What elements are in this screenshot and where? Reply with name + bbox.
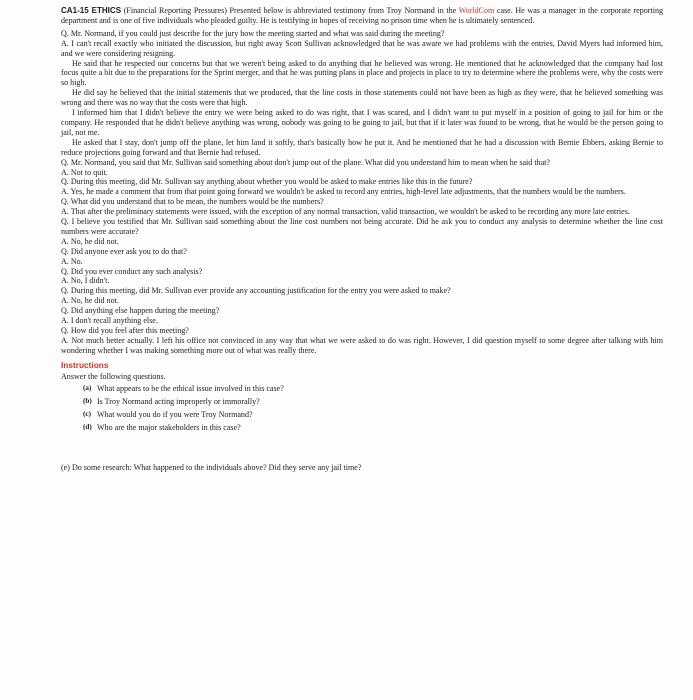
company-name: WorldCom	[458, 6, 495, 15]
testimony-q: Q. How did you feel after this meeting?	[61, 326, 189, 335]
testimony-a: A. That after the preliminary statements were issued, with the exception of any normal transaction, valid transaction, we wouldn't be asked to be recording any more late entries.	[61, 207, 630, 217]
testimony-q: Q. During this meeting, did Mr. Sullivan say anything about whether you would be asked to make entries like this in the future?	[61, 177, 473, 187]
question-text: What appears to be the ethical issue involved in this case?	[97, 383, 284, 393]
testimony-q: Q. What did you understand that to be mean, the numbers would be the numbers?	[61, 197, 324, 207]
case-subtitle: (Financial Reporting Pressures)	[123, 6, 227, 15]
testimony-a: A. No, he did not.	[61, 236, 119, 246]
testimony-a: A. I can't recall exactly who initiated the discussion, but right away Scott Sullivan acknowledged that he was aware we had problems with the entries, David Myers had informed him, and we were considering resigning.	[61, 38, 663, 58]
question-letter: (c)	[83, 409, 91, 418]
question-list	[83, 384, 663, 433]
testimony-q: Q. Mr. Normand, you said that Mr. Sullivan said something about don't jump out of the plane. What did you understand him to mean when he said that?	[61, 157, 550, 167]
testimony-q: Q. During this meeting, did Mr. Sullivan ever provide any accounting justification for the entry you were asked to make?	[61, 286, 451, 296]
instructions-heading: Instructions	[61, 359, 109, 370]
question-item	[83, 410, 663, 420]
testimony-paragraph: He said that he respected our concerns but that we weren't being asked to do anything that he believed was wrong. He mentioned that he acknowledged that the company had lost focus quite a bit due to the preparations for the Sprint merger, and that he was putting plans in place and projects in place to try to determine where the problems were, why the costs were so high.	[61, 58, 663, 88]
testimony-q: Q. Did anything else happen during the meeting?	[61, 306, 220, 316]
question-item	[83, 423, 663, 433]
testimony-paragraph: He asked that I stay, don't jump off the plane, let him land it softly, that's basically how he put it. And he mentioned that he had a discussion with Bernie Ebbers, asking Bernie to reduce projections going forward and that Bernie had refused.	[61, 137, 663, 157]
case-intro-text-b: case. He was a manager in the corporate reporting department and is one of five individuals who pleaded guilty. He is testifying in hopes of receiving no prison time when he is ultimately sentenced.	[61, 6, 663, 25]
instructions-lead: Answer the following questions.	[61, 371, 166, 381]
testimony	[61, 29, 663, 356]
question-item	[83, 397, 663, 407]
question-text: Who are the major stakeholders in this case?	[97, 422, 241, 432]
testimony-q: Q. Did you ever conduct any such analysis?	[61, 266, 203, 276]
testimony-a: A. Not to quit.	[61, 167, 108, 177]
case-label: CA1-15 ETHICS	[61, 6, 122, 15]
testimony-paragraph: He did say he believed that the initial statements that we produced, that the line costs in those statements could not have been as high as they were, that he believed something was wrong and there was no way that the costs were that high.	[61, 88, 663, 108]
testimony-a: A. I don't recall anything else.	[61, 316, 158, 326]
question-letter: (a)	[83, 383, 92, 392]
testimony-a: A. Not much better actually. I left his office not convinced in any way that what we were asked to do was right. However, I did question myself to some degree after talking with him wondering whether I was making something more out of what was really there.	[61, 335, 663, 355]
case-intro	[61, 6, 663, 26]
testimony-a: A. No, I didn't.	[61, 276, 110, 286]
testimony-a: A. Yes, he made a comment that from that point going forward we wouldn't be asked to record any entries, high-level late adjustments, that the numbers would be the numbers.	[61, 187, 626, 197]
testimony-q: Q. Mr. Normand, if you could just describe for the jury how the meeting started and what was said during the meeting?	[61, 28, 445, 38]
testimony-a: A. No.	[61, 256, 83, 266]
case-intro-text-a: Presented below is abbreviated testimony from Troy Normand in the	[226, 6, 459, 15]
testimony-paragraph: I informed him that I didn't believe the entry we were being asked to do was right, that I was scared, and I didn't want to put myself in a position of going to jail for him or the company. He responded that he didn't believe anything was wrong, nobody was going to be going to jail, but that if it later was found to be wrong, that he would be the person going to jail, not me.	[61, 108, 663, 137]
testimony-q: Q. Did anyone ever ask you to do that?	[61, 246, 187, 256]
question-text: Is Troy Normand acting improperly or immorally?	[97, 396, 260, 406]
testimony-a: A. No, he did not.	[61, 296, 119, 306]
question-text: What would you do if you were Troy Normand?	[97, 409, 253, 419]
research-question: (e) Do some research: What happened to the individuals above? Did they serve any jail time?	[61, 462, 362, 472]
question-letter: (b)	[83, 396, 92, 405]
question-item	[83, 384, 663, 394]
question-letter: (d)	[83, 422, 92, 431]
testimony-q: Q. I believe you testified that Mr. Sullivan said something about the line cost numbers not being accurate. Did he ask you to conduct any analysis to determine whether the line cost numbers were accurate?	[61, 217, 663, 236]
